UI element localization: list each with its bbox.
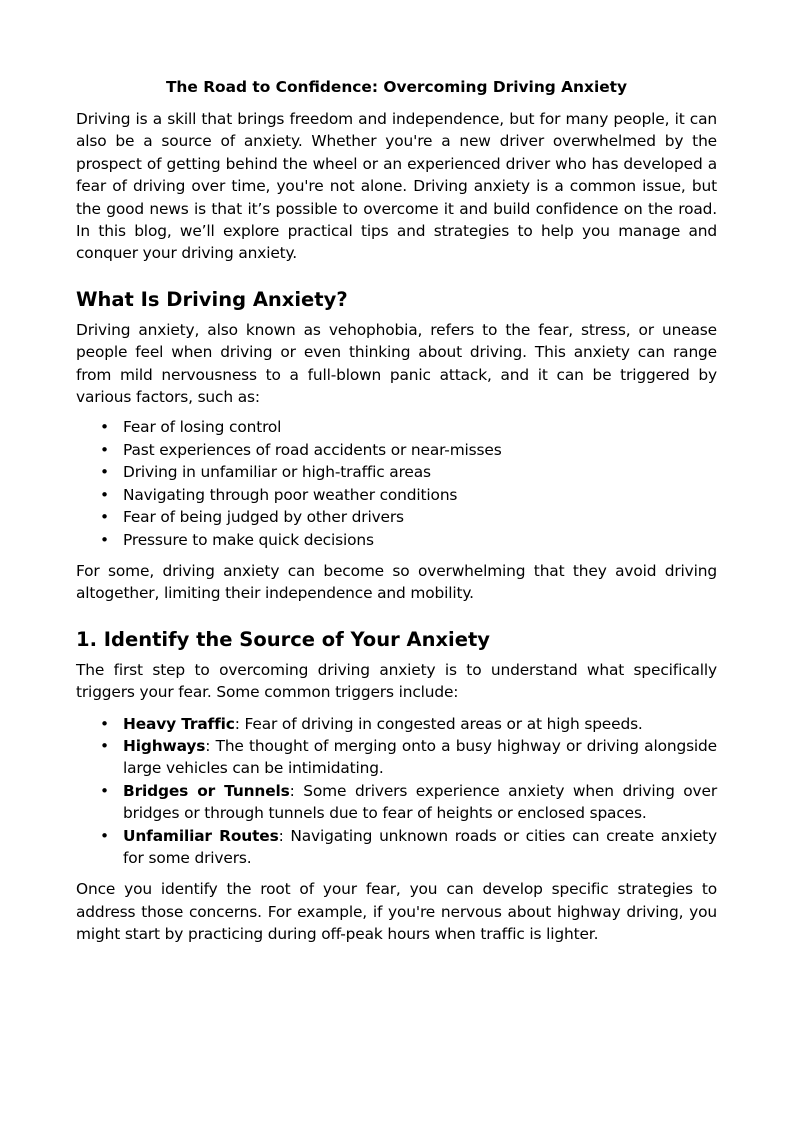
section-heading-what-is-driving-anxiety: What Is Driving Anxiety? [76, 287, 348, 311]
list-item-term: Unfamiliar Routes [123, 826, 279, 845]
list-item-term: Bridges or Tunnels [123, 781, 290, 800]
list-item-text: : The thought of merging onto a busy highway or driving alongside large vehicles can be intimidating. [123, 736, 717, 778]
bullet-icon: • [100, 485, 109, 504]
list-item-text: : Some drivers experience anxiety when driving over bridges or through tunnels due to fear of heights or enclosed spaces. [123, 781, 718, 823]
bullet-icon: • [100, 530, 109, 549]
bullet-icon: • [100, 418, 109, 437]
list-item-term: Highways [123, 736, 206, 755]
intro-paragraph: Driving is a skill that brings freedom and independence, but for many people, it can also be a source of anxiety. Whether you're a new driver overwhelmed by the prospect of getting behind the wheel or an experienced driver who has developed a fear of driving over time, you're not alone. Driving anxiety is a common issue, but the good news is that it’s possible to overcome it and build confidence on the road. In this blog, we’ll explore practical tips and strategies to help you manage and conquer your driving anxiety. [76, 110, 717, 263]
list-item-text: : Fear of driving in congested areas or at high speeds. [234, 714, 643, 733]
list-item-text: Past experiences of road accidents or near-misses [123, 440, 502, 459]
section-paragraph: Driving anxiety, also known as vehophobia, refers to the fear, stress, or unease people feel when driving or even thinking about driving. This anxiety can range from mild nervousness to a full-blown panic attack, and it can be triggered by various factors, such as: [76, 320, 717, 407]
bullet-icon: • [100, 781, 109, 800]
factors-list [76, 416, 717, 550]
bullet-icon: • [100, 440, 109, 459]
section-closing-paragraph: For some, driving anxiety can become so overwhelming that they avoid driving altogether, limiting their independence and mobility. [76, 561, 717, 603]
triggers-list [76, 713, 717, 870]
list-item [76, 825, 717, 870]
list-item-text: Fear of losing control [123, 418, 282, 437]
bullet-icon: • [100, 714, 109, 733]
list-item [76, 713, 717, 735]
list-item [76, 529, 717, 551]
bullet-icon: • [100, 463, 109, 482]
list-item-text: Navigating through poor weather conditions [123, 485, 458, 504]
list-item-text: : Navigating unknown roads or cities can create anxiety for some drivers. [123, 826, 717, 867]
section-heading-identify-source: 1. Identify the Source of Your Anxiety [76, 627, 490, 651]
bullet-icon: • [100, 736, 109, 755]
section-paragraph: The first step to overcoming driving anxiety is to understand what specifically triggers your fear. Some common triggers include: [76, 660, 717, 702]
list-item [76, 506, 717, 528]
list-item [76, 484, 717, 506]
list-item [76, 735, 717, 780]
list-item-text: Driving in unfamiliar or high-traffic areas [123, 463, 431, 482]
list-item [76, 416, 717, 438]
list-item-text: Fear of being judged by other drivers [123, 508, 404, 527]
list-item [76, 780, 717, 825]
document-title: The Road to Confidence: Overcoming Driving Anxiety [165, 78, 628, 96]
section-closing-paragraph: Once you identify the root of your fear, you can develop specific strategies to address those concerns. For example, if you're nervous about highway driving, you might start by practicing during off-peak hours when traffic is lighter. [76, 880, 717, 944]
list-item [76, 461, 717, 483]
document-page [76, 74, 717, 946]
list-item-term: Heavy Traffic [123, 714, 235, 733]
list-item-text: Pressure to make quick decisions [123, 530, 374, 549]
list-item [76, 439, 717, 461]
bullet-icon: • [100, 508, 109, 527]
bullet-icon: • [100, 826, 109, 845]
